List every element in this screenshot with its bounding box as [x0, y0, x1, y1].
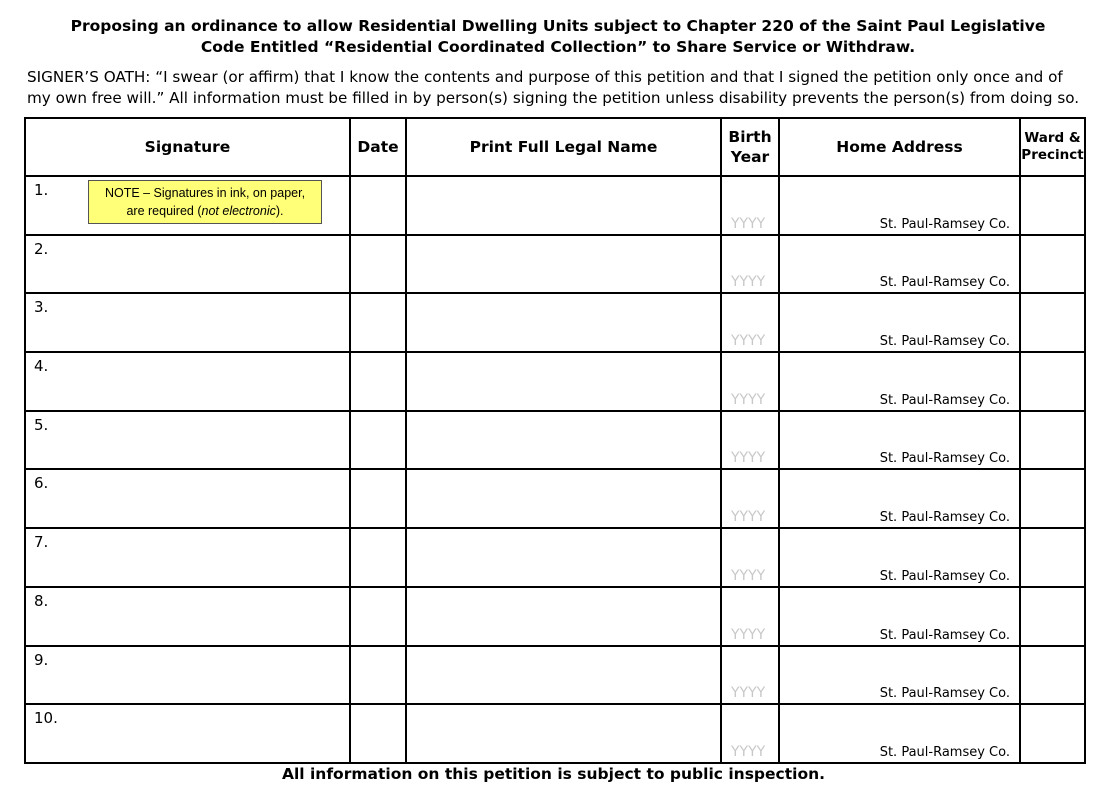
name-cell[interactable] — [406, 411, 721, 470]
table-row — [25, 528, 1085, 587]
address-city-county: St. Paul-Ramsey Co. — [879, 510, 1010, 526]
birth-year-cell[interactable] — [721, 293, 779, 352]
date-cell[interactable] — [350, 587, 406, 646]
table-row — [25, 587, 1085, 646]
header-signature: Signature — [25, 118, 350, 176]
oath-line-2: my own free will.” All information must be filled in by person(s) signing the petition unless disability prevents the person(s) from doing so. — [27, 89, 1080, 107]
date-cell[interactable] — [350, 646, 406, 705]
header-row — [25, 118, 1085, 176]
address-cell[interactable] — [779, 235, 1020, 294]
row-number: 6. — [34, 474, 49, 493]
signature-cell[interactable] — [25, 176, 350, 235]
ward-precinct-cell[interactable] — [1020, 235, 1085, 294]
address-cell[interactable] — [779, 704, 1020, 763]
ward-precinct-cell[interactable] — [1020, 411, 1085, 470]
signature-cell[interactable] — [25, 646, 350, 705]
address-city-county: St. Paul-Ramsey Co. — [879, 392, 1010, 408]
birth-year-placeholder: YYYY — [731, 274, 766, 291]
note-line-2 — [89, 202, 321, 220]
address-city-county: St. Paul-Ramsey Co. — [879, 275, 1010, 291]
signature-cell[interactable] — [25, 293, 350, 352]
row-number: 4. — [34, 357, 49, 376]
address-cell[interactable] — [779, 587, 1020, 646]
signature-cell[interactable] — [25, 704, 350, 763]
header-birth-line-1: Birth — [728, 128, 772, 146]
table-row — [25, 411, 1085, 470]
ward-precinct-cell[interactable] — [1020, 587, 1085, 646]
header-date: Date — [350, 118, 406, 176]
address-cell[interactable] — [779, 352, 1020, 411]
birth-year-placeholder: YYYY — [731, 333, 766, 350]
birth-year-placeholder: YYYY — [731, 215, 766, 232]
address-cell[interactable] — [779, 469, 1020, 528]
address-city-county: St. Paul-Ramsey Co. — [879, 745, 1010, 760]
date-cell[interactable] — [350, 469, 406, 528]
birth-year-placeholder: YYYY — [731, 391, 766, 408]
header-name: Print Full Legal Name — [406, 118, 721, 176]
note-suffix: ). — [275, 204, 284, 218]
ward-precinct-cell[interactable] — [1020, 176, 1085, 235]
birth-year-placeholder: YYYY — [731, 450, 766, 467]
birth-year-placeholder: YYYY — [731, 567, 766, 584]
header-ward-precinct — [1020, 118, 1085, 176]
header-birth-year — [721, 118, 779, 176]
header-address: Home Address — [779, 118, 1020, 176]
address-cell[interactable] — [779, 293, 1020, 352]
signature-cell[interactable] — [25, 528, 350, 587]
address-city-county: St. Paul-Ramsey Co. — [879, 568, 1010, 584]
row-number: 8. — [34, 591, 49, 610]
signature-table — [24, 117, 1086, 764]
ward-precinct-cell[interactable] — [1020, 704, 1085, 763]
address-city-county: St. Paul-Ramsey Co. — [879, 451, 1010, 467]
row-number: 10. — [34, 709, 58, 728]
table-row — [25, 235, 1085, 294]
row-number: 2. — [34, 239, 49, 258]
row-number: 3. — [34, 298, 49, 317]
birth-year-placeholder: YYYY — [731, 626, 766, 643]
petition-title — [0, 16, 1116, 58]
signature-cell[interactable] — [25, 587, 350, 646]
address-city-county: St. Paul-Ramsey Co. — [879, 627, 1010, 643]
birth-year-cell[interactable] — [721, 646, 779, 705]
name-cell[interactable] — [406, 528, 721, 587]
birth-year-placeholder: YYYY — [731, 685, 766, 702]
name-cell[interactable] — [406, 469, 721, 528]
ink-signature-note — [88, 180, 322, 224]
date-cell[interactable] — [350, 176, 406, 235]
note-middle: are required ( — [126, 204, 202, 218]
name-cell[interactable] — [406, 235, 721, 294]
table-row — [25, 646, 1085, 705]
date-cell[interactable] — [350, 352, 406, 411]
signers-oath — [27, 67, 1097, 109]
birth-year-cell[interactable] — [721, 176, 779, 235]
birth-year-placeholder: YYYY — [731, 744, 766, 760]
row-number: 9. — [34, 650, 49, 669]
birth-year-cell[interactable] — [721, 528, 779, 587]
address-cell[interactable] — [779, 646, 1020, 705]
address-city-county: St. Paul-Ramsey Co. — [879, 216, 1010, 232]
signature-cell[interactable] — [25, 352, 350, 411]
public-inspection-notice: All information on this petition is subject to public inspection. — [281, 765, 826, 783]
name-cell[interactable] — [406, 352, 721, 411]
row-number: 7. — [34, 533, 49, 552]
ward-precinct-cell[interactable] — [1020, 293, 1085, 352]
birth-year-cell[interactable] — [721, 704, 779, 763]
birth-year-cell[interactable] — [721, 587, 779, 646]
birth-year-cell[interactable] — [721, 235, 779, 294]
address-cell[interactable] — [779, 411, 1020, 470]
header-ward-line-2: Precinct — [1021, 147, 1084, 163]
signature-cell[interactable] — [25, 411, 350, 470]
date-cell[interactable] — [350, 293, 406, 352]
name-cell[interactable] — [406, 587, 721, 646]
name-cell[interactable] — [406, 176, 721, 235]
table-row — [25, 293, 1085, 352]
title-line-1: Proposing an ordinance to allow Residential Dwelling Units subject to Chapter 220 of the Saint Paul Legislative — [70, 17, 1046, 35]
name-cell[interactable] — [406, 704, 721, 763]
table-row — [25, 469, 1085, 528]
birth-year-placeholder: YYYY — [731, 509, 766, 526]
date-cell[interactable] — [350, 411, 406, 470]
address-city-county: St. Paul-Ramsey Co. — [879, 686, 1010, 702]
signature-cell[interactable] — [25, 235, 350, 294]
ward-precinct-cell[interactable] — [1020, 528, 1085, 587]
ward-precinct-cell[interactable] — [1020, 352, 1085, 411]
address-cell[interactable] — [779, 176, 1020, 235]
row-number: 1. — [34, 181, 49, 199]
note-line-1: NOTE – Signatures in ink, on paper, — [104, 186, 306, 200]
name-cell[interactable] — [406, 646, 721, 705]
birth-year-cell[interactable] — [721, 469, 779, 528]
birth-year-cell[interactable] — [721, 411, 779, 470]
address-city-county: St. Paul-Ramsey Co. — [879, 334, 1010, 350]
table-row — [25, 176, 1085, 235]
table-row — [25, 704, 1085, 763]
date-cell[interactable] — [350, 528, 406, 587]
ward-precinct-cell[interactable] — [1020, 646, 1085, 705]
oath-line-1: SIGNER’S OATH: “I swear (or affirm) that I know the contents and purpose of this petition and that I signed the petition only once and of — [27, 68, 1063, 86]
header-ward-line-1: Ward & — [1024, 130, 1081, 146]
address-cell[interactable] — [779, 528, 1020, 587]
header-birth-line-2: Year — [730, 148, 770, 166]
note-italic: not electronic — [201, 204, 276, 218]
name-cell[interactable] — [406, 293, 721, 352]
date-cell[interactable] — [350, 235, 406, 294]
ward-precinct-cell[interactable] — [1020, 469, 1085, 528]
table-row — [25, 352, 1085, 411]
title-line-2: Code Entitled “Residential Coordinated Collection” to Share Service or Withdraw. — [200, 38, 916, 56]
date-cell[interactable] — [350, 704, 406, 763]
signature-cell[interactable] — [25, 469, 350, 528]
row-number: 5. — [34, 415, 49, 434]
birth-year-cell[interactable] — [721, 352, 779, 411]
